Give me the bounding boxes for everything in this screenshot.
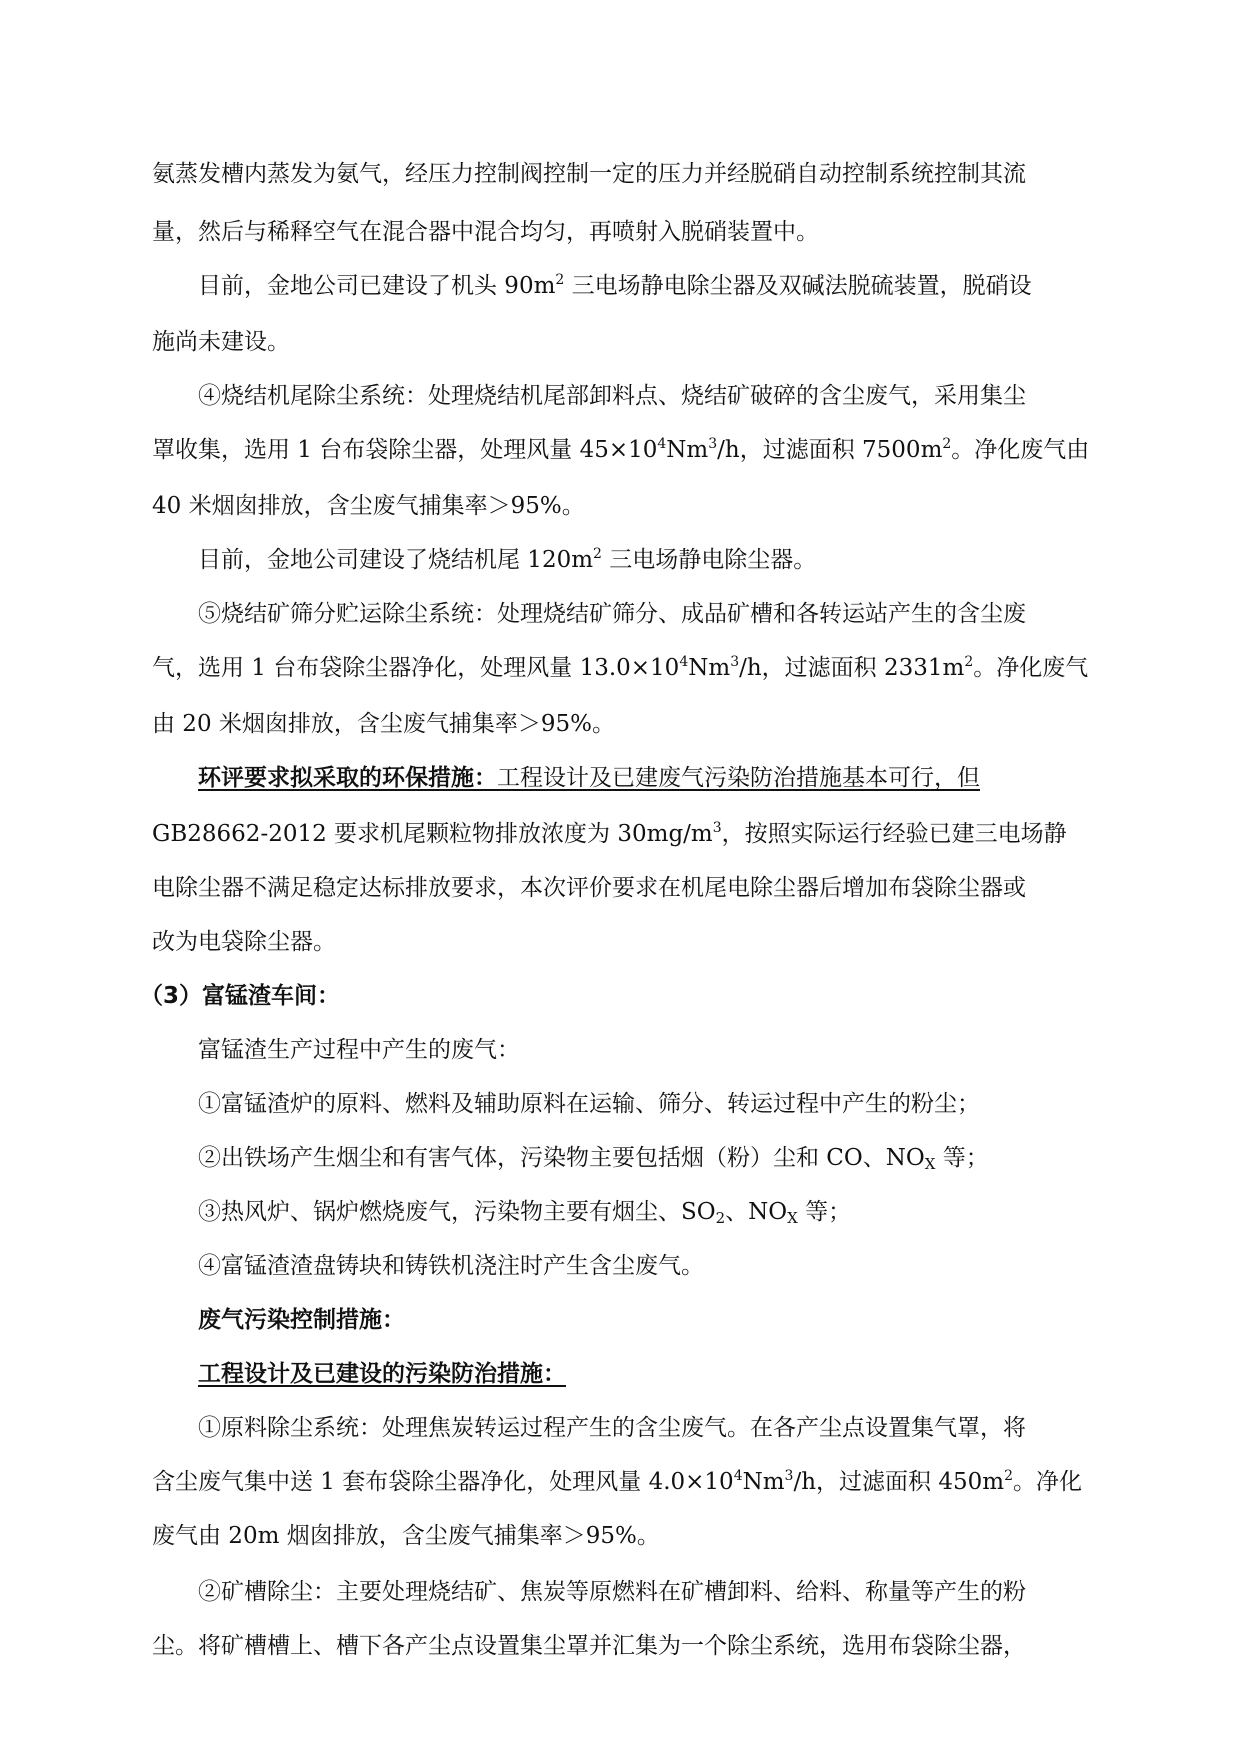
paragraph-text: 富锰渣生产过程中产生的废气： bbox=[198, 1037, 520, 1063]
paragraph-text: 废气由 20m 烟囱排放，含尘废气捕集率＞95%。 bbox=[152, 1523, 660, 1549]
list-item: ②出铁场产生烟尘和有害气体，污染物主要包括烟（粉）尘和 CO、$NO_X$ 等； bbox=[198, 1145, 989, 1173]
paragraph-text: 40 米烟囱排放，含尘废气捕集率＞95%。 bbox=[152, 493, 585, 519]
list-item: ①富锰渣炉的原料、燃料及辅助原料在运输、筛分、转运过程中产生的粉尘； bbox=[198, 1091, 980, 1117]
paragraph-text: ④烧结机尾除尘系统：处理烧结机尾部卸料点、烧结矿破碎的含尘废气，采用集尘 bbox=[198, 383, 1026, 409]
paragraph-text: 环评要求拟采取的环保措施：工程设计及已建废气污染防治措施基本可行，但 bbox=[198, 765, 980, 791]
list-item: ③热风炉、锅炉燃烧废气，污染物主要有烟尘、$SO_2$、$NO_X$ 等； bbox=[198, 1199, 852, 1227]
paragraph-text: 电除尘器不满足稳定达标排放要求，本次评价要求在机尾电除尘器后增加布袋除尘器或 bbox=[152, 875, 1026, 901]
paragraph-text: 施尚未建设。 bbox=[152, 329, 290, 355]
paragraph-text: 由 20 米烟囱排放，含尘废气捕集率＞95%。 bbox=[152, 711, 616, 737]
paragraph-text: 罩收集，选用 1 台布袋除尘器，处理风量 $45\times 10^4Nm^3/h$，过滤面积 $7500m^2$。净化废气由 bbox=[152, 436, 1090, 463]
paragraph-text: 目前，金地公司已建设了机头 $90m^2$ 三电场静电除尘器及双碱法脱硫装置，脱硝设 bbox=[198, 272, 1032, 299]
paragraph-text: 氨蒸发槽内蒸发为氨气，经压力控制阀控制一定的压力并经脱硝自动控制系统控制其流 bbox=[152, 161, 1026, 187]
paragraph-text: 改为电袋除尘器。 bbox=[152, 929, 336, 955]
subsection-heading: 工程设计及已建设的污染防治措施： bbox=[198, 1361, 566, 1387]
paragraph-text: 目前，金地公司建设了烧结机尾 $120m^2$ 三电场静电除尘器。 bbox=[198, 546, 817, 573]
subsection-heading: 废气污染控制措施： bbox=[198, 1307, 405, 1333]
paragraph-text: GB28662-2012 要求机尾颗粒物排放浓度为 $30mg/m^3$，按照实际运行经验已建三电场静 bbox=[152, 820, 1067, 847]
paragraph-text: 尘。将矿槽槽上、槽下各产尘点设置集尘罩并汇集为一个除尘系统，选用布袋除尘器， bbox=[152, 1633, 1026, 1659]
list-item: ④富锰渣渣盘铸块和铸铁机浇注时产生含尘废气。 bbox=[198, 1253, 704, 1279]
paragraph-text: 气，选用 1 台布袋除尘器净化，处理风量 $13.0\times 10^4Nm^3/h$，过滤面积 $2331m^2$。净化废气 bbox=[152, 654, 1089, 681]
paragraph-text: ⑤烧结矿筛分贮运除尘系统：处理烧结矿筛分、成品矿槽和各转运站产生的含尘废 bbox=[198, 601, 1026, 627]
paragraph-text: ①原料除尘系统：处理焦炭转运过程产生的含尘废气。在各产尘点设置集气罩，将 bbox=[198, 1415, 1026, 1441]
paragraph-text: 量，然后与稀释空气在混合器中混合均匀，再喷射入脱硝装置中。 bbox=[152, 219, 819, 245]
section-heading: 环评要求拟采取的环保措施： bbox=[198, 765, 497, 791]
section-heading: （3）富锰渣车间： bbox=[140, 983, 341, 1009]
paragraph-text: 含尘废气集中送 1 套布袋除尘器净化，处理风量 $4.0\times 10^4Nm^3/h$，过滤面积 $450m^2$。净化 bbox=[152, 1468, 1082, 1495]
paragraph-text: ②矿槽除尘：主要处理烧结矿、焦炭等原燃料在矿槽卸料、给料、称量等产生的粉 bbox=[198, 1579, 1026, 1605]
